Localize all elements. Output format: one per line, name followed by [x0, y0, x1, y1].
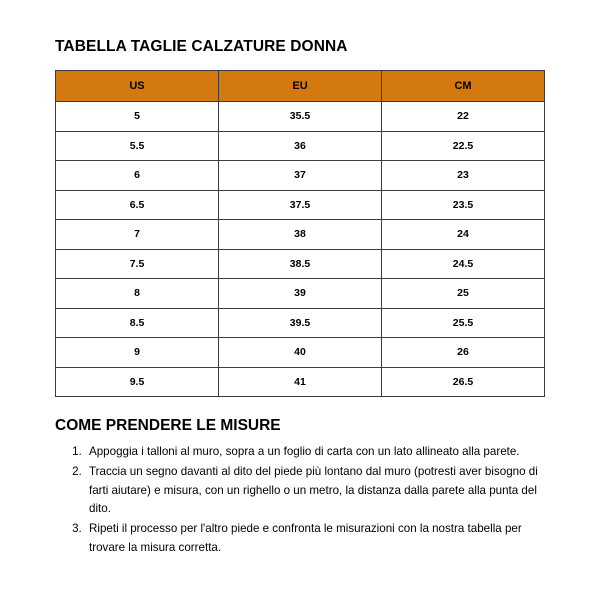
table-row [56, 249, 545, 279]
cell-eu: 40 [219, 338, 382, 368]
cell-cm: 22 [382, 102, 545, 132]
cell-us: 8.5 [56, 308, 219, 338]
cell-cm: 24.5 [382, 249, 545, 279]
table-row [56, 367, 545, 397]
cell-us: 5 [56, 102, 219, 132]
table-row [56, 220, 545, 250]
cell-eu: 35.5 [219, 102, 382, 132]
cell-cm: 22.5 [382, 131, 545, 161]
table-row [56, 161, 545, 191]
cell-us: 9.5 [56, 367, 219, 397]
table-header-row [56, 71, 545, 102]
table-body [56, 102, 545, 397]
cell-us: 5.5 [56, 131, 219, 161]
cell-us: 7 [56, 220, 219, 250]
cell-cm: 26 [382, 338, 545, 368]
cell-eu: 37 [219, 161, 382, 191]
table-row [56, 131, 545, 161]
cell-cm: 23 [382, 161, 545, 191]
cell-eu: 41 [219, 367, 382, 397]
cell-eu: 37.5 [219, 190, 382, 220]
table-row [56, 279, 545, 309]
instructions-list [55, 443, 545, 558]
cell-cm: 25 [382, 279, 545, 309]
list-item: 2. Traccia un segno davanti al dito del piede più lontano dal muro (potresti aver bisogno di farti aiutare) e misura, con un righello o un metro, la distanza dalla parete alla punta del dito. [85, 463, 545, 519]
column-header-us: US [56, 71, 219, 102]
table-row [56, 338, 545, 368]
column-header-cm: CM [382, 71, 545, 102]
cell-us: 7.5 [56, 249, 219, 279]
cell-eu: 38 [219, 220, 382, 250]
cell-eu: 36 [219, 131, 382, 161]
table-header [56, 71, 545, 102]
cell-cm: 24 [382, 220, 545, 250]
cell-us: 6 [56, 161, 219, 191]
list-item: 1. Appoggia i talloni al muro, sopra a un foglio di carta con un lato allineato alla parete. [85, 443, 545, 462]
cell-us: 6.5 [56, 190, 219, 220]
table-row [56, 190, 545, 220]
table-row [56, 308, 545, 338]
cell-cm: 23.5 [382, 190, 545, 220]
page-title: TABELLA TAGLIE CALZATURE DONNA [55, 38, 348, 55]
cell-eu: 38.5 [219, 249, 382, 279]
cell-us: 8 [56, 279, 219, 309]
table-row [56, 102, 545, 132]
cell-cm: 26.5 [382, 367, 545, 397]
list-item: 3. Ripeti il processo per l'altro piede e confronta le misurazioni con la nostra tabella per trovare la misura corretta. [85, 520, 545, 558]
cell-eu: 39 [219, 279, 382, 309]
cell-eu: 39.5 [219, 308, 382, 338]
size-chart-table [55, 70, 545, 397]
instructions-title: COME PRENDERE LE MISURE [55, 417, 281, 434]
cell-us: 9 [56, 338, 219, 368]
cell-cm: 25.5 [382, 308, 545, 338]
column-header-eu: EU [219, 71, 382, 102]
